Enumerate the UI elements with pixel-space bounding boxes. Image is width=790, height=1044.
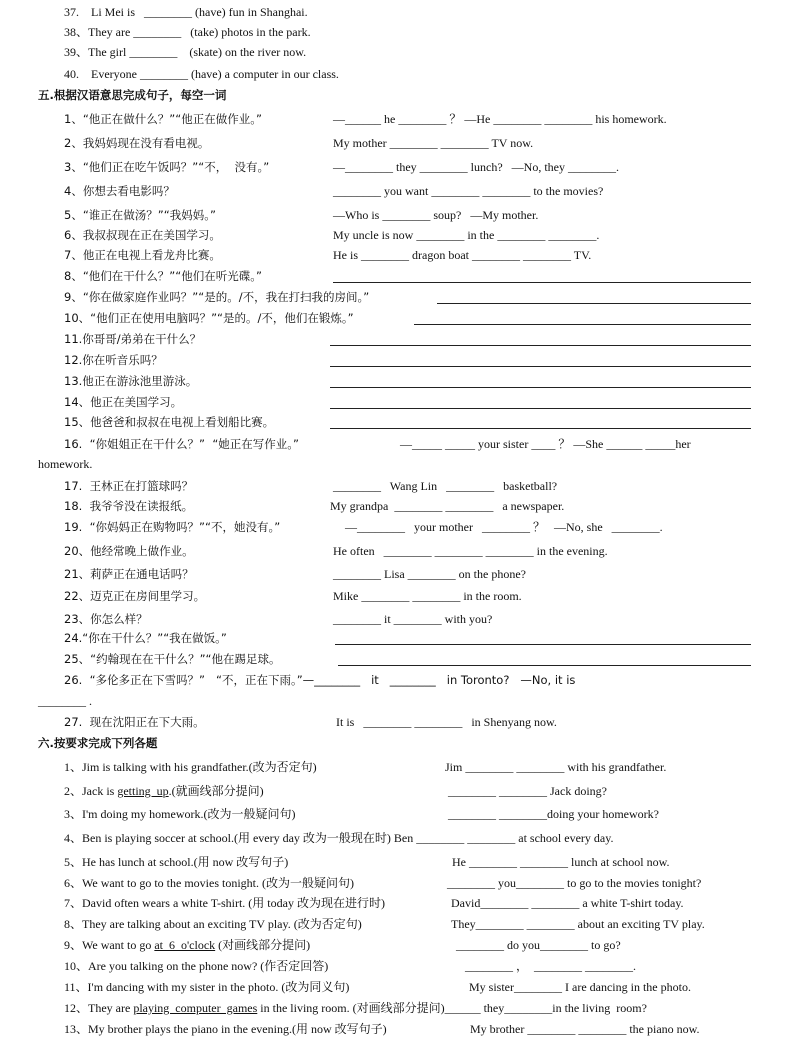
s6-item5-q: 5、He has lunch at school.(用 now 改写句子) <box>64 855 289 869</box>
s5-item19-cn: 19. “你妈妈正在购物吗？”“不，她没有。” <box>64 520 281 534</box>
s5-item26-cont: ________ . <box>38 694 92 708</box>
s5-item14-cn: 14、他正在美国学习。 <box>64 395 183 409</box>
s5-item7-en: He is ________ dragon boat ________ ________ TV. <box>333 248 592 262</box>
s6-item6-q: 6、We want to go to the movies tonight. (改为一般疑问句) <box>64 876 355 890</box>
s5-item12-cn: 12.你在听音乐吗？ <box>64 353 163 367</box>
s5-item21-en: ________ Lisa ________ on the phone? <box>333 567 526 581</box>
exercise-39: 39、The girl ________ (skate) on the river now. <box>64 45 307 59</box>
s6-item1-q: 1、Jim is talking with his grandfather.(改为否定句) <box>64 760 317 774</box>
s5-item10-cn: 10、“他们正在使用电脑吗？”“是的。/不，他们在锻炼。” <box>64 311 354 325</box>
s5-item11-answer-line <box>330 345 751 346</box>
s5-item27-cn: 27. 现在沈阳正在下大雨。 <box>64 715 205 729</box>
s5-item16-en: —_____ _____ your sister ____ ？ —She ______ _____her <box>400 437 691 451</box>
s5-item5-cn: 5、“谁正在做汤？”“我妈妈。” <box>64 208 216 222</box>
s5-item13-cn: 13.他正在游泳池里游泳。 <box>64 374 198 388</box>
s5-item3-en: —________ they ________ lunch? —No, they ________. <box>333 160 619 174</box>
s5-item23-cn: 23、你怎么样？ <box>64 612 148 626</box>
s6-item5-a: He ________ ________ lunch at school now. <box>452 855 670 869</box>
s5-item11-cn: 11.你哥哥/弟弟在干什么？ <box>64 332 202 346</box>
s6-item2-q <box>64 784 264 798</box>
s6-item1-a: Jim ________ ________ with his grandfather. <box>445 760 667 774</box>
s6-item2-a: ________ ________ Jack doing? <box>448 784 607 798</box>
s5-item6-en: My uncle is now ________ in the ________ ________. <box>333 228 600 242</box>
s6-item9-underlined: at 6 o'clock <box>154 938 216 952</box>
s6-item12-q-post: in the living room. (对画线部分提问)______ they________in the living room? <box>257 1001 647 1015</box>
s6-item8-a: They________ ________ about an exciting TV play. <box>451 917 705 931</box>
s5-item2-en: My mother ________ ________ TV now. <box>333 136 534 150</box>
s5-item1-cn: 1、“他正在做什么？”“他正在做作业。” <box>64 112 262 126</box>
s5-item1-en: —______ he ________ ？ —He ________ ________ his homework. <box>333 112 667 126</box>
s6-item10-q: 10、Are you talking on the phone now? (作否定回答) <box>64 959 329 973</box>
s5-item8-cn: 8、“他们在干什么？”“他们在听光碟。” <box>64 269 262 283</box>
s6-item2-underlined: getting up <box>117 784 169 798</box>
s5-item14-answer-line <box>330 408 751 409</box>
s5-item26-cn: 26. “多伦多正在下雪吗？” “不，正在下雨。”—________ it ________ in Toronto? —No, it is <box>64 673 576 687</box>
s6-item6-a: ________ you________ to go to the movies tonight? <box>447 876 702 890</box>
s5-item3-cn: 3、“他们正在吃午饭吗？”“不， 没有。” <box>64 160 270 174</box>
s5-item6-cn: 6、我叔叔现在正在美国学习。 <box>64 228 221 242</box>
s5-item13-answer-line <box>330 387 751 388</box>
s5-item9-cn: 9、“你在做家庭作业吗？”“是的。/不，我在打扫我的房间。” <box>64 290 370 304</box>
s5-item24-answer-line <box>335 644 751 645</box>
s5-item9-answer-line <box>437 303 751 304</box>
s6-item7-q: 7、David often wears a white T-shirt. (用 today 改为现在进行时) <box>64 896 385 910</box>
s5-item4-cn: 4、你想去看电影吗？ <box>64 184 175 198</box>
s5-item18-en: My grandpa ________ ________ a newspaper. <box>330 499 565 513</box>
s5-item15-answer-line <box>330 428 751 429</box>
s5-item25-answer-line <box>338 665 751 666</box>
s5-item2-cn: 2、我妈妈现在没有看电视。 <box>64 136 210 150</box>
s6-item3-q: 3、I'm doing my homework.(改为一般疑问句) <box>64 807 296 821</box>
s5-item16-cont: homework. <box>38 457 93 471</box>
s5-item4-en: ________ you want ________ ________ to the movies? <box>333 184 604 198</box>
s5-item12-answer-line <box>330 366 751 367</box>
exercise-40: 40. Everyone ________ (have) a computer in our class. <box>64 67 339 81</box>
exercise-38: 38、They are ________ (take) photos in the park. <box>64 25 311 39</box>
s5-item21-cn: 21、莉萨正在通电话吗？ <box>64 567 194 581</box>
s5-item19-en: —________ your mother ________ ？ —No, she ________. <box>345 520 663 534</box>
s6-item9-q <box>64 938 310 952</box>
s5-item27-en: It is ________ ________ in Shenyang now. <box>336 715 557 729</box>
s5-item17-cn: 17. 王林正在打篮球吗？ <box>64 479 194 493</box>
s5-item8-answer-line <box>333 282 751 283</box>
s6-item9-q-pre: 9、We want to go <box>64 938 155 952</box>
s5-item25-cn: 25、“约翰现在在干什么？”“他在踢足球。 <box>64 652 281 666</box>
s5-item22-cn: 22、迈克正在房间里学习。 <box>64 589 206 603</box>
s5-item23-en: ________ it ________ with you? <box>333 612 493 626</box>
s6-item13-q: 13、My brother plays the piano in the evening.(用 now 改写句子) <box>64 1022 387 1036</box>
s6-item2-q-pre: 2、Jack is <box>64 784 118 798</box>
s5-item18-cn: 18. 我爷爷没在读报纸。 <box>64 499 194 513</box>
s5-item15-cn: 15、他爸爸和叔叔在电视上看划船比赛。 <box>64 415 275 429</box>
s6-item2-q-post: .(就画线部分提问) <box>168 784 264 798</box>
s6-item12-q-pre: 12、They are <box>64 1001 134 1015</box>
s5-item16-cn: 16. “你姐姐正在干什么？” “她正在写作业。” <box>64 437 299 451</box>
section5-heading: 五.根据汉语意思完成句子，每空一词 <box>38 88 227 102</box>
exercise-37: 37. Li Mei is ________ (have) fun in Shanghai. <box>64 5 308 19</box>
s5-item10-answer-line <box>414 324 751 325</box>
s6-item3-a: ________ ________doing your homework? <box>448 807 659 821</box>
s5-item7-cn: 7、他正在电视上看龙舟比赛。 <box>64 248 221 262</box>
s6-item11-a: My sister________ I are dancing in the photo. <box>469 980 691 994</box>
s6-item4-q: 4、Ben is playing soccer at school.(用 every day 改为一般现在时) Ben ________ ________ at school every day. <box>64 831 614 845</box>
s5-item22-en: Mike ________ ________ in the room. <box>333 589 522 603</box>
s5-item17-en: ________ Wang Lin ________ basketball? <box>333 479 558 493</box>
s5-item20-cn: 20、他经常晚上做作业。 <box>64 544 194 558</box>
s6-item12-q <box>64 1001 647 1015</box>
s6-item12-underlined: playing computer games <box>133 1001 258 1015</box>
s6-item9-a: ________ do you________ to go? <box>456 938 621 952</box>
s6-item10-a: ________ ， ________ ________. <box>465 959 637 973</box>
s6-item7-a: David________ ________ a white T-shirt today. <box>451 896 684 910</box>
section6-heading: 六.按要求完成下列各题 <box>38 736 158 750</box>
s6-item9-q-post: (对画线部分提问) <box>215 938 311 952</box>
s5-item24-cn: 24.“你在干什么？”“我在做饭。” <box>64 631 227 645</box>
s6-item8-q: 8、They are talking about an exciting TV play. (改为否定句) <box>64 917 362 931</box>
s5-item20-en: He often ________ ________ ________ in the evening. <box>333 544 608 558</box>
s6-item11-q: 11、I'm dancing with my sister in the photo. (改为同义句) <box>64 980 350 994</box>
s5-item5-en: —Who is ________ soup? —My mother. <box>333 208 539 222</box>
s6-item13-a: My brother ________ ________ the piano now. <box>470 1022 700 1036</box>
